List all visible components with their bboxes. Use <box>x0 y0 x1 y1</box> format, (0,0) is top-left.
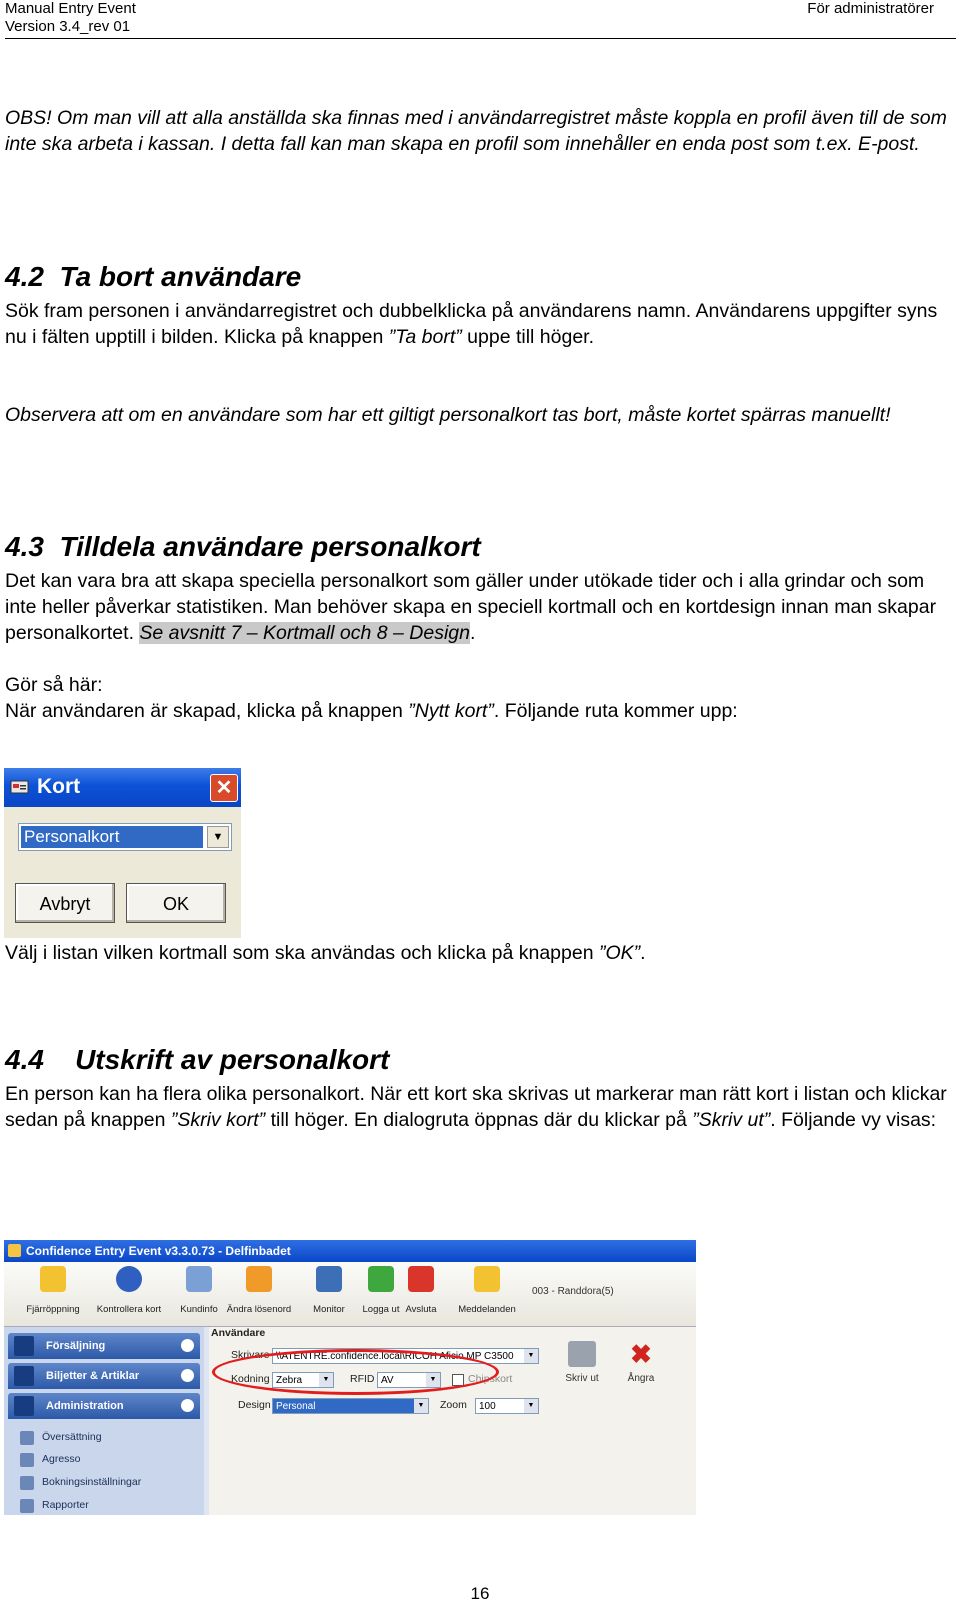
header-rule <box>5 38 956 39</box>
expand-icon <box>181 1339 194 1352</box>
sidebar-item-label: Rapporter <box>42 1499 89 1511</box>
text: uppe till höger. <box>461 326 595 348</box>
exit-icon <box>408 1266 434 1292</box>
heading-number: 4.3 <box>5 531 44 562</box>
design-select[interactable] <box>272 1398 429 1414</box>
collapse-icon <box>181 1399 194 1412</box>
text: Sök fram personen i användarregistret och dubbelklicka på användarens namn. Användarens uppgifter syns nu i fälten upptill i bilden. Klicka på knappen <box>5 300 938 348</box>
cross-icon: ✖ <box>630 1339 652 1369</box>
toolbar-remote-open[interactable] <box>20 1266 86 1315</box>
text: till höger. En dialogruta öppnas där du klickar på <box>265 1109 693 1131</box>
zoom-label: Zoom <box>440 1399 467 1411</box>
sidebar-item-reports[interactable] <box>14 1499 89 1511</box>
dialog-title: Kort <box>37 775 81 798</box>
undo-button[interactable] <box>619 1341 663 1384</box>
sidebar <box>4 1327 204 1515</box>
heading-number: 4.2 <box>5 261 44 292</box>
sidebar-item-label: Bokningsinställningar <box>42 1476 142 1488</box>
select-template-paragraph <box>5 940 955 966</box>
coding-label: Kodning <box>231 1373 270 1385</box>
gear-icon <box>20 1476 34 1490</box>
sidebar-item-translation[interactable] <box>14 1431 102 1443</box>
toolbar-label: Kontrollera kort <box>96 1304 162 1315</box>
toolbar-check-card[interactable] <box>96 1266 162 1315</box>
sidebar-item-agresso[interactable] <box>14 1453 81 1465</box>
doc-title: Manual Entry Event <box>5 0 136 17</box>
design-label: Design <box>238 1399 271 1411</box>
rfid-label: RFID <box>350 1373 375 1385</box>
heading-text: Ta bort användare <box>59 261 302 292</box>
zoom-value: 100 <box>479 1401 496 1412</box>
sidebar-group-admin[interactable] <box>8 1393 200 1419</box>
print-label: Skriv ut <box>565 1373 599 1384</box>
app-titlebar <box>4 1240 696 1262</box>
emphasis: ”Skriv ut” <box>692 1109 771 1131</box>
help-icon <box>116 1266 142 1292</box>
design-highlight-ellipse <box>212 1349 499 1395</box>
heading-4-2 <box>5 260 301 294</box>
selected-option: Personalkort <box>21 826 203 848</box>
undo-label: Ångra <box>627 1373 655 1384</box>
heading-text: Utskrift av personalkort <box>75 1044 390 1075</box>
toolbar <box>4 1262 696 1327</box>
heading-number: 4.4 <box>5 1044 44 1075</box>
text: . Följande vy visas: <box>770 1109 937 1131</box>
card-icon <box>9 776 31 798</box>
page-number: 16 <box>470 1584 490 1603</box>
ticket-icon <box>14 1366 34 1386</box>
heading-text: Tilldela användare personalkort <box>59 531 481 562</box>
printer-label: Skrivare <box>231 1349 270 1361</box>
app-icon <box>8 1244 21 1257</box>
section-4-4-paragraph <box>5 1081 955 1133</box>
chevron-down-icon: ▼ <box>524 1399 538 1413</box>
user-info: 003 - Randdora(5) <box>532 1286 614 1297</box>
doc-audience: För administratörer <box>807 0 934 17</box>
card-dialog <box>4 768 241 938</box>
design-value: Personal <box>276 1401 316 1412</box>
doc-version: Version 3.4_rev 01 <box>5 18 131 35</box>
cross-reference-link[interactable]: Se avsnitt 7 – Kortmall och 8 – Design <box>139 622 470 644</box>
warning-paragraph <box>5 402 955 428</box>
printer-value: \\ATENTRE.confidence.local\RICOH Aficio MP C3500 <box>276 1351 514 1362</box>
toolbar-change-password[interactable] <box>226 1266 292 1315</box>
rfid-value: AV <box>381 1375 394 1386</box>
chevron-down-icon: ▼ <box>414 1399 428 1413</box>
text: . <box>640 942 646 964</box>
howto-label: Gör så här: <box>5 674 103 696</box>
toolbar-exit[interactable] <box>388 1266 454 1315</box>
chevron-down-icon: ▼ <box>524 1349 538 1363</box>
text: Det kan vara bra att skapa speciella personalkort som gäller under utökade tider och i alla grindar och som inte heller påverkar statistiken. Man behöver skapa en speciell kortmall och en kortdesign innan man skapar personalkortet. <box>5 570 937 644</box>
heading-4-3 <box>5 530 481 564</box>
section-4-2-paragraph <box>5 298 955 350</box>
toolbar-label: Avsluta <box>405 1304 437 1315</box>
sidebar-item-booking-settings[interactable] <box>14 1476 141 1488</box>
alert-icon <box>474 1266 500 1292</box>
emphasis: ”OK” <box>598 942 641 964</box>
sidebar-group-sales[interactable] <box>8 1333 200 1359</box>
dialog-titlebar <box>4 768 241 807</box>
obs-paragraph <box>5 105 955 157</box>
chip-card-label: Chipskort <box>468 1373 513 1385</box>
chevron-down-icon: ▼ <box>319 1373 333 1387</box>
cancel-button[interactable]: Avbryt <box>15 883 115 923</box>
key-icon <box>246 1266 272 1292</box>
sidebar-group-label: Biljetter & Artiklar <box>46 1370 140 1382</box>
close-button[interactable]: ✕ <box>210 774 238 802</box>
print-button[interactable] <box>557 1341 607 1384</box>
chevron-down-icon[interactable]: ▼ <box>207 826 229 848</box>
gear-icon <box>20 1453 34 1467</box>
report-icon <box>20 1499 34 1513</box>
toolbar-label: Ändra lösenord <box>226 1304 292 1315</box>
text: Välj i listan vilken kortmall som ska användas och klicka på knappen <box>5 942 599 964</box>
coding-value: Zebra <box>276 1375 303 1386</box>
toolbar-label: Fjärröppning <box>26 1304 80 1315</box>
sidebar-group-label: Administration <box>46 1400 124 1412</box>
emphasis: ”Ta bort” <box>388 326 462 348</box>
list-icon <box>14 1396 34 1416</box>
toolbar-label: Meddelanden <box>458 1304 516 1315</box>
section-4-3-paragraph <box>5 568 955 646</box>
sidebar-item-label: Agresso <box>42 1453 81 1465</box>
emphasis: ”Nytt kort” <box>408 700 494 722</box>
gear-icon <box>20 1431 34 1445</box>
sidebar-group-label: Försäljning <box>46 1340 106 1352</box>
sidebar-item-label: Översättning <box>42 1431 102 1443</box>
emphasis: ”Skriv kort” <box>170 1109 266 1131</box>
text: En person kan ha flera olika personalkort. När ett kort ska skrivas ut markerar man rätt kort i listan och klickar sedan på knappen <box>5 1083 947 1131</box>
warning-text: Observera att om en användare som har ett giltigt personalkort tas bort, måste kortet spärras manuellt! <box>5 404 891 426</box>
obs-text: Om man vill att alla anställda ska finnas med i användarregistret måste koppla en profil även till de som inte ska arbeta i kassan. I detta fall kan man skapa en profil som innehåller en enda post som t.ex. E-post. <box>5 107 947 155</box>
toolbar-messages[interactable] <box>454 1266 520 1315</box>
toolbar-customer-info[interactable] <box>166 1266 232 1315</box>
app-window-title: Confidence Entry Event v3.3.0.73 - Delfinbadet <box>26 1244 291 1258</box>
user-icon <box>186 1266 212 1292</box>
pane-title: Användare <box>211 1327 266 1339</box>
text: . Följande ruta kommer upp: <box>493 700 738 722</box>
toolbar-label: Monitor <box>313 1304 345 1315</box>
text: När användaren är skapad, klicka på knappen <box>5 700 409 722</box>
register-icon <box>14 1336 34 1356</box>
monitor-icon <box>316 1266 342 1292</box>
printer-icon <box>568 1341 596 1367</box>
new-card-paragraph <box>5 698 955 724</box>
text: . <box>470 622 476 644</box>
zoom-select[interactable] <box>475 1398 539 1414</box>
warning-icon <box>40 1266 66 1292</box>
toolbar-label: Kundinfo <box>180 1304 218 1315</box>
chevron-down-icon: ▼ <box>426 1373 440 1387</box>
sidebar-group-tickets[interactable] <box>8 1363 200 1389</box>
expand-icon <box>181 1369 194 1382</box>
ok-button[interactable]: OK <box>126 883 226 923</box>
toolbar-label: Logga ut <box>362 1304 400 1315</box>
card-template-select[interactable] <box>18 823 232 851</box>
obs-label: OBS! <box>5 107 52 129</box>
heading-4-4 <box>5 1043 389 1077</box>
